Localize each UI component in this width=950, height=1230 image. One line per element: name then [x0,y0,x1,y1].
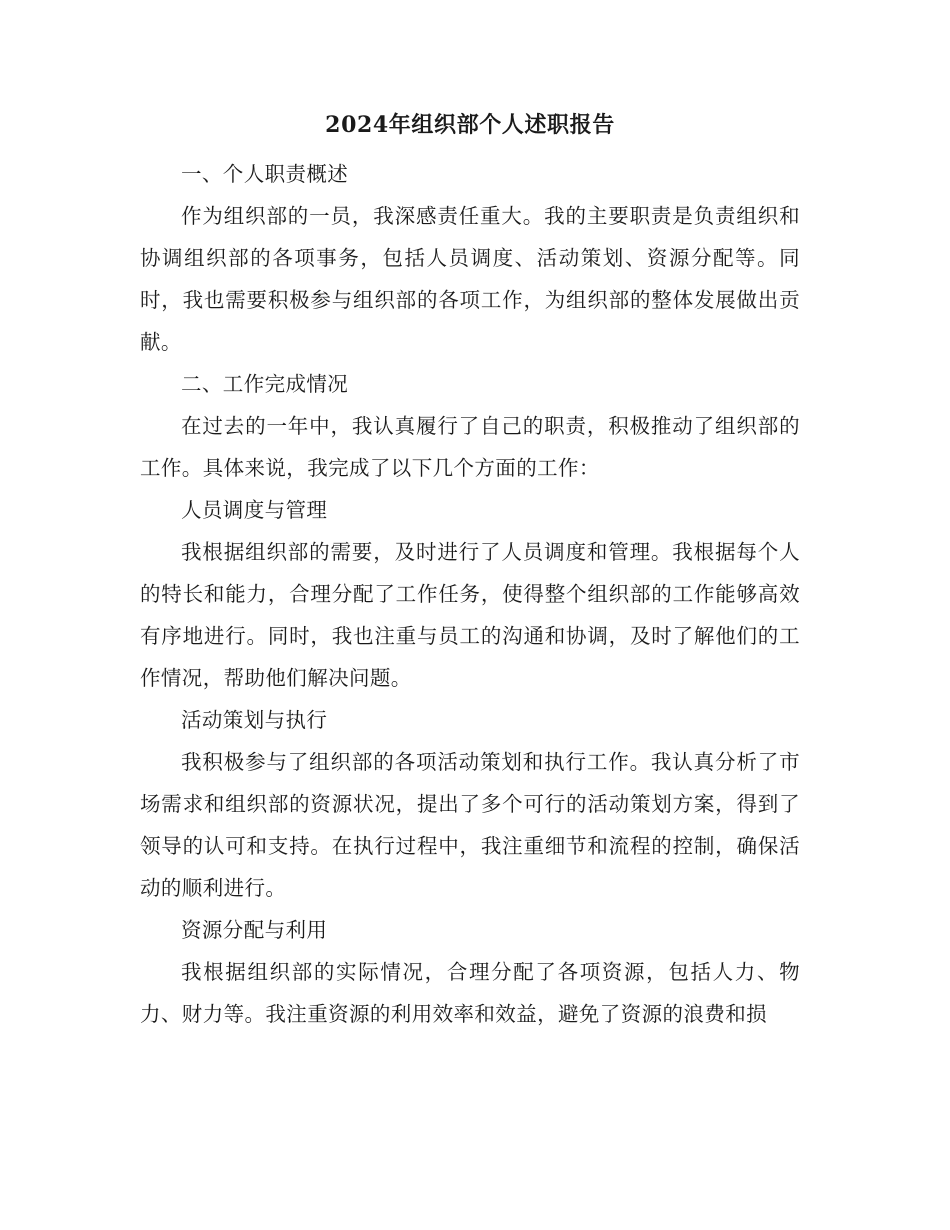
paragraph-activities: 我积极参与了组织部的各项活动策划和执行工作。我认真分析了市场需求和组织部的资源状况，提出了多个可行的活动策划方案，得到了领导的认可和支持。在执行过程中，我注重细节和流程的控制，确保活动的顺利进行。 [140,750,800,900]
paragraph-personnel: 我根据组织部的需要，及时进行了人员调度和管理。我根据每个人的特长和能力，合理分配了工作任务，使得整个组织部的工作能够高效有序地进行。同时，我也注重与员工的沟通和协调，及时了解他们的工作情况，帮助他们解决问题。 [140,540,800,690]
document-title: 2024年组织部个人述职报告 [325,112,615,138]
subheading-personnel: 人员调度与管理 [181,498,328,522]
paragraph-work-completion: 在过去的一年中，我认真履行了自己的职责，积极推动了组织部的工作。具体来说，我完成了以下几个方面的工作： [140,414,800,480]
subheading-activities: 活动策划与执行 [181,708,328,732]
paragraph-resources: 我根据组织部的实际情况，合理分配了各项资源，包括人力、物力、财力等。我注重资源的利用效率和效益，避免了资源的浪费和损 [140,960,800,1026]
document-body [140,104,800,1035]
section-heading-work-completion: 二、工作完成情况 [181,372,349,396]
subheading-resources: 资源分配与利用 [181,918,328,942]
paragraph-duties: 作为组织部的一员，我深感责任重大。我的主要职责是负责组织和协调组织部的各项事务，包括人员调度、活动策划、资源分配等。同时，我也需要积极参与组织部的各项工作，为组织部的整体发展做出贡献。 [140,204,800,354]
section-heading-duties: 一、个人职责概述 [181,162,349,186]
